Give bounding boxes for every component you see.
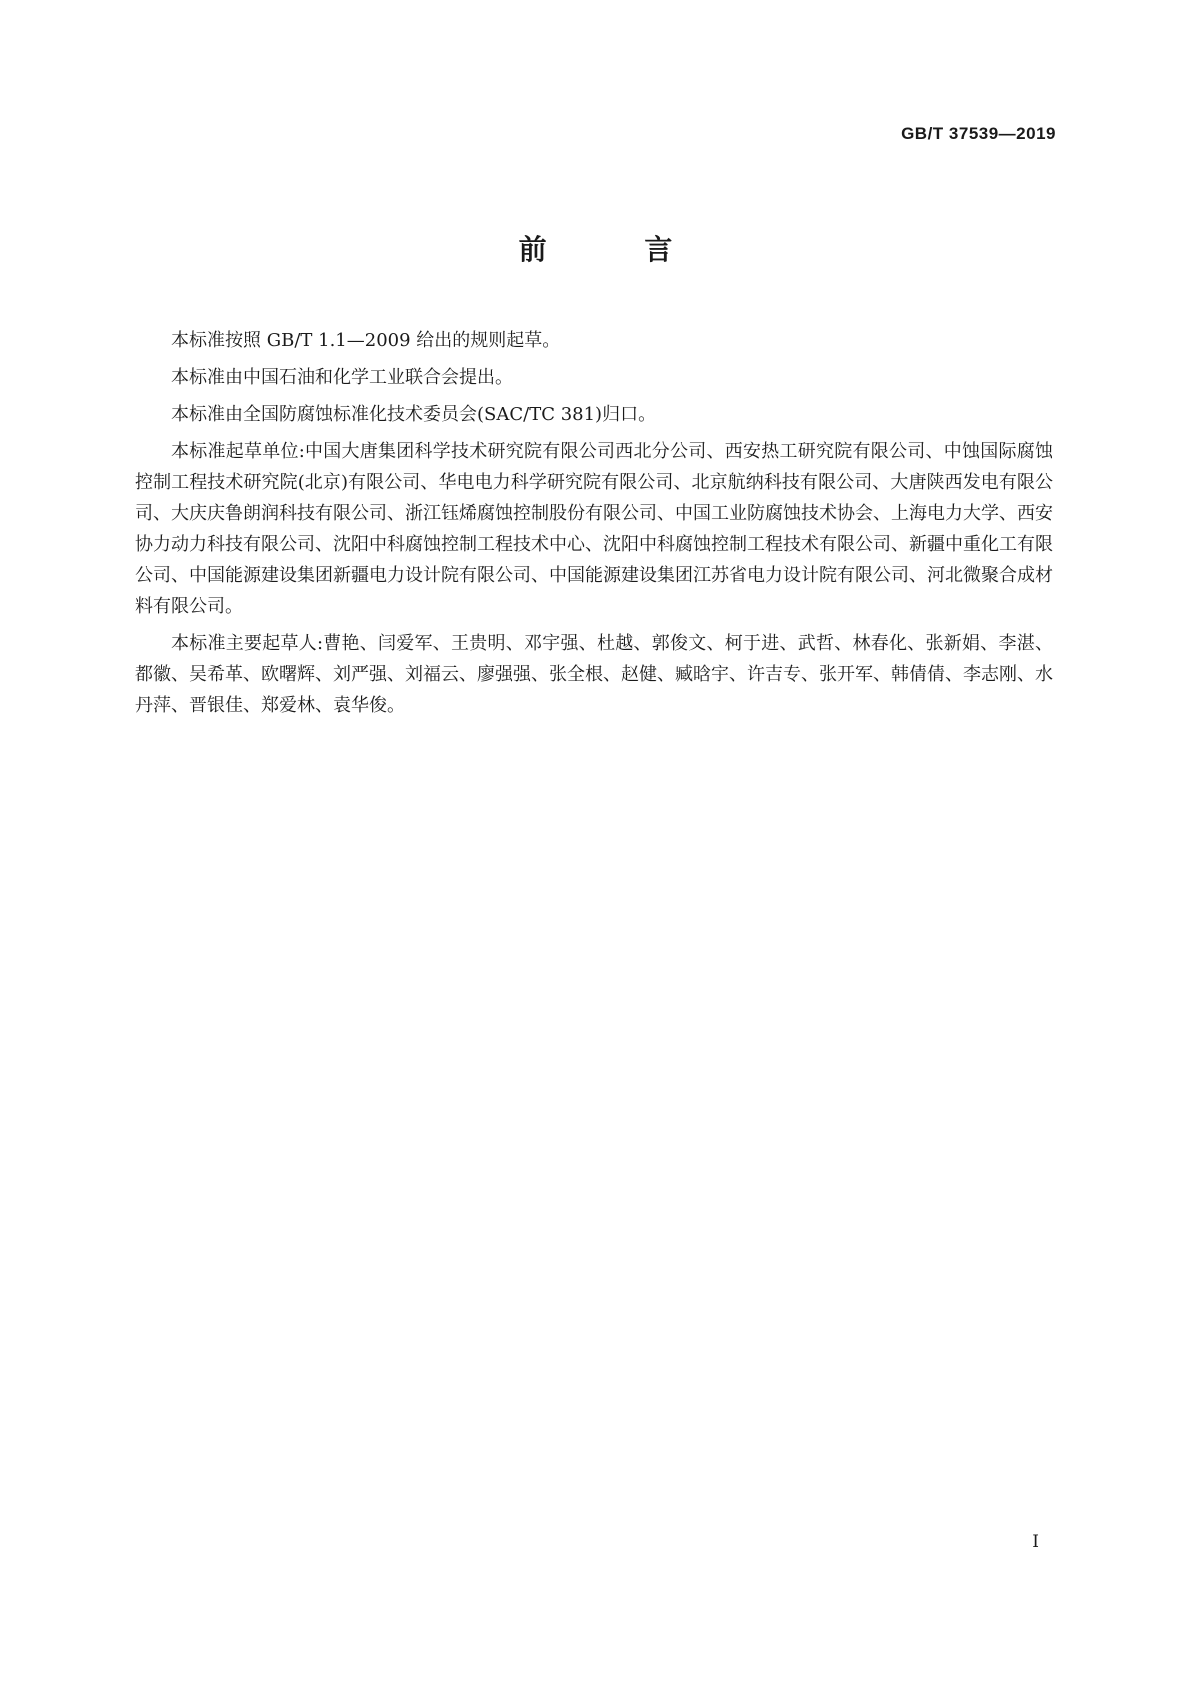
- paragraph-technical-committee: 本标准由全国防腐蚀标准化技术委员会(SAC/TC 381)归口。: [171, 404, 657, 425]
- page-number: I: [1032, 1532, 1039, 1552]
- paragraph-proposer: 本标准由中国石油和化学工业联合会提出。: [171, 367, 513, 388]
- foreword-body: [135, 325, 1053, 727]
- paragraph-main-drafters: 本标准主要起草人:曹艳、闫爱军、王贵明、邓宇强、杜越、郭俊文、柯于进、武哲、林春化、张新娟、李湛、都徽、吴希革、欧曙辉、刘严强、刘福云、廖强强、张全根、赵健、臧晗宇、许吉专、张开军、韩倩倩、李志刚、水丹萍、晋银佳、郑爱林、袁华俊。: [135, 633, 1053, 716]
- standard-code: GB/T 37539—2019: [901, 124, 1056, 143]
- paragraph-drafting-rules: 本标准按照 GB/T 1.1—2009 给出的规则起草。: [171, 330, 561, 351]
- page-title: 前 言: [518, 233, 717, 266]
- paragraph-drafting-units: 本标准起草单位:中国大唐集团科学技术研究院有限公司西北分公司、西安热工研究院有限公司、中蚀国际腐蚀控制工程技术研究院(北京)有限公司、华电电力科学研究院有限公司、北京航纳科技有限公司、大唐陕西发电有限公司、大庆庆鲁朗润科技有限公司、浙江钰烯腐蚀控制股份有限公司、中国工业防腐蚀技术协会、上海电力大学、西安协力动力科技有限公司、沈阳中科腐蚀控制工程技术中心、沈阳中科腐蚀控制工程技术有限公司、新疆中重化工有限公司、中国能源建设集团新疆电力设计院有限公司、中国能源建设集团江苏省电力设计院有限公司、河北微聚合成材料有限公司。: [135, 441, 1053, 617]
